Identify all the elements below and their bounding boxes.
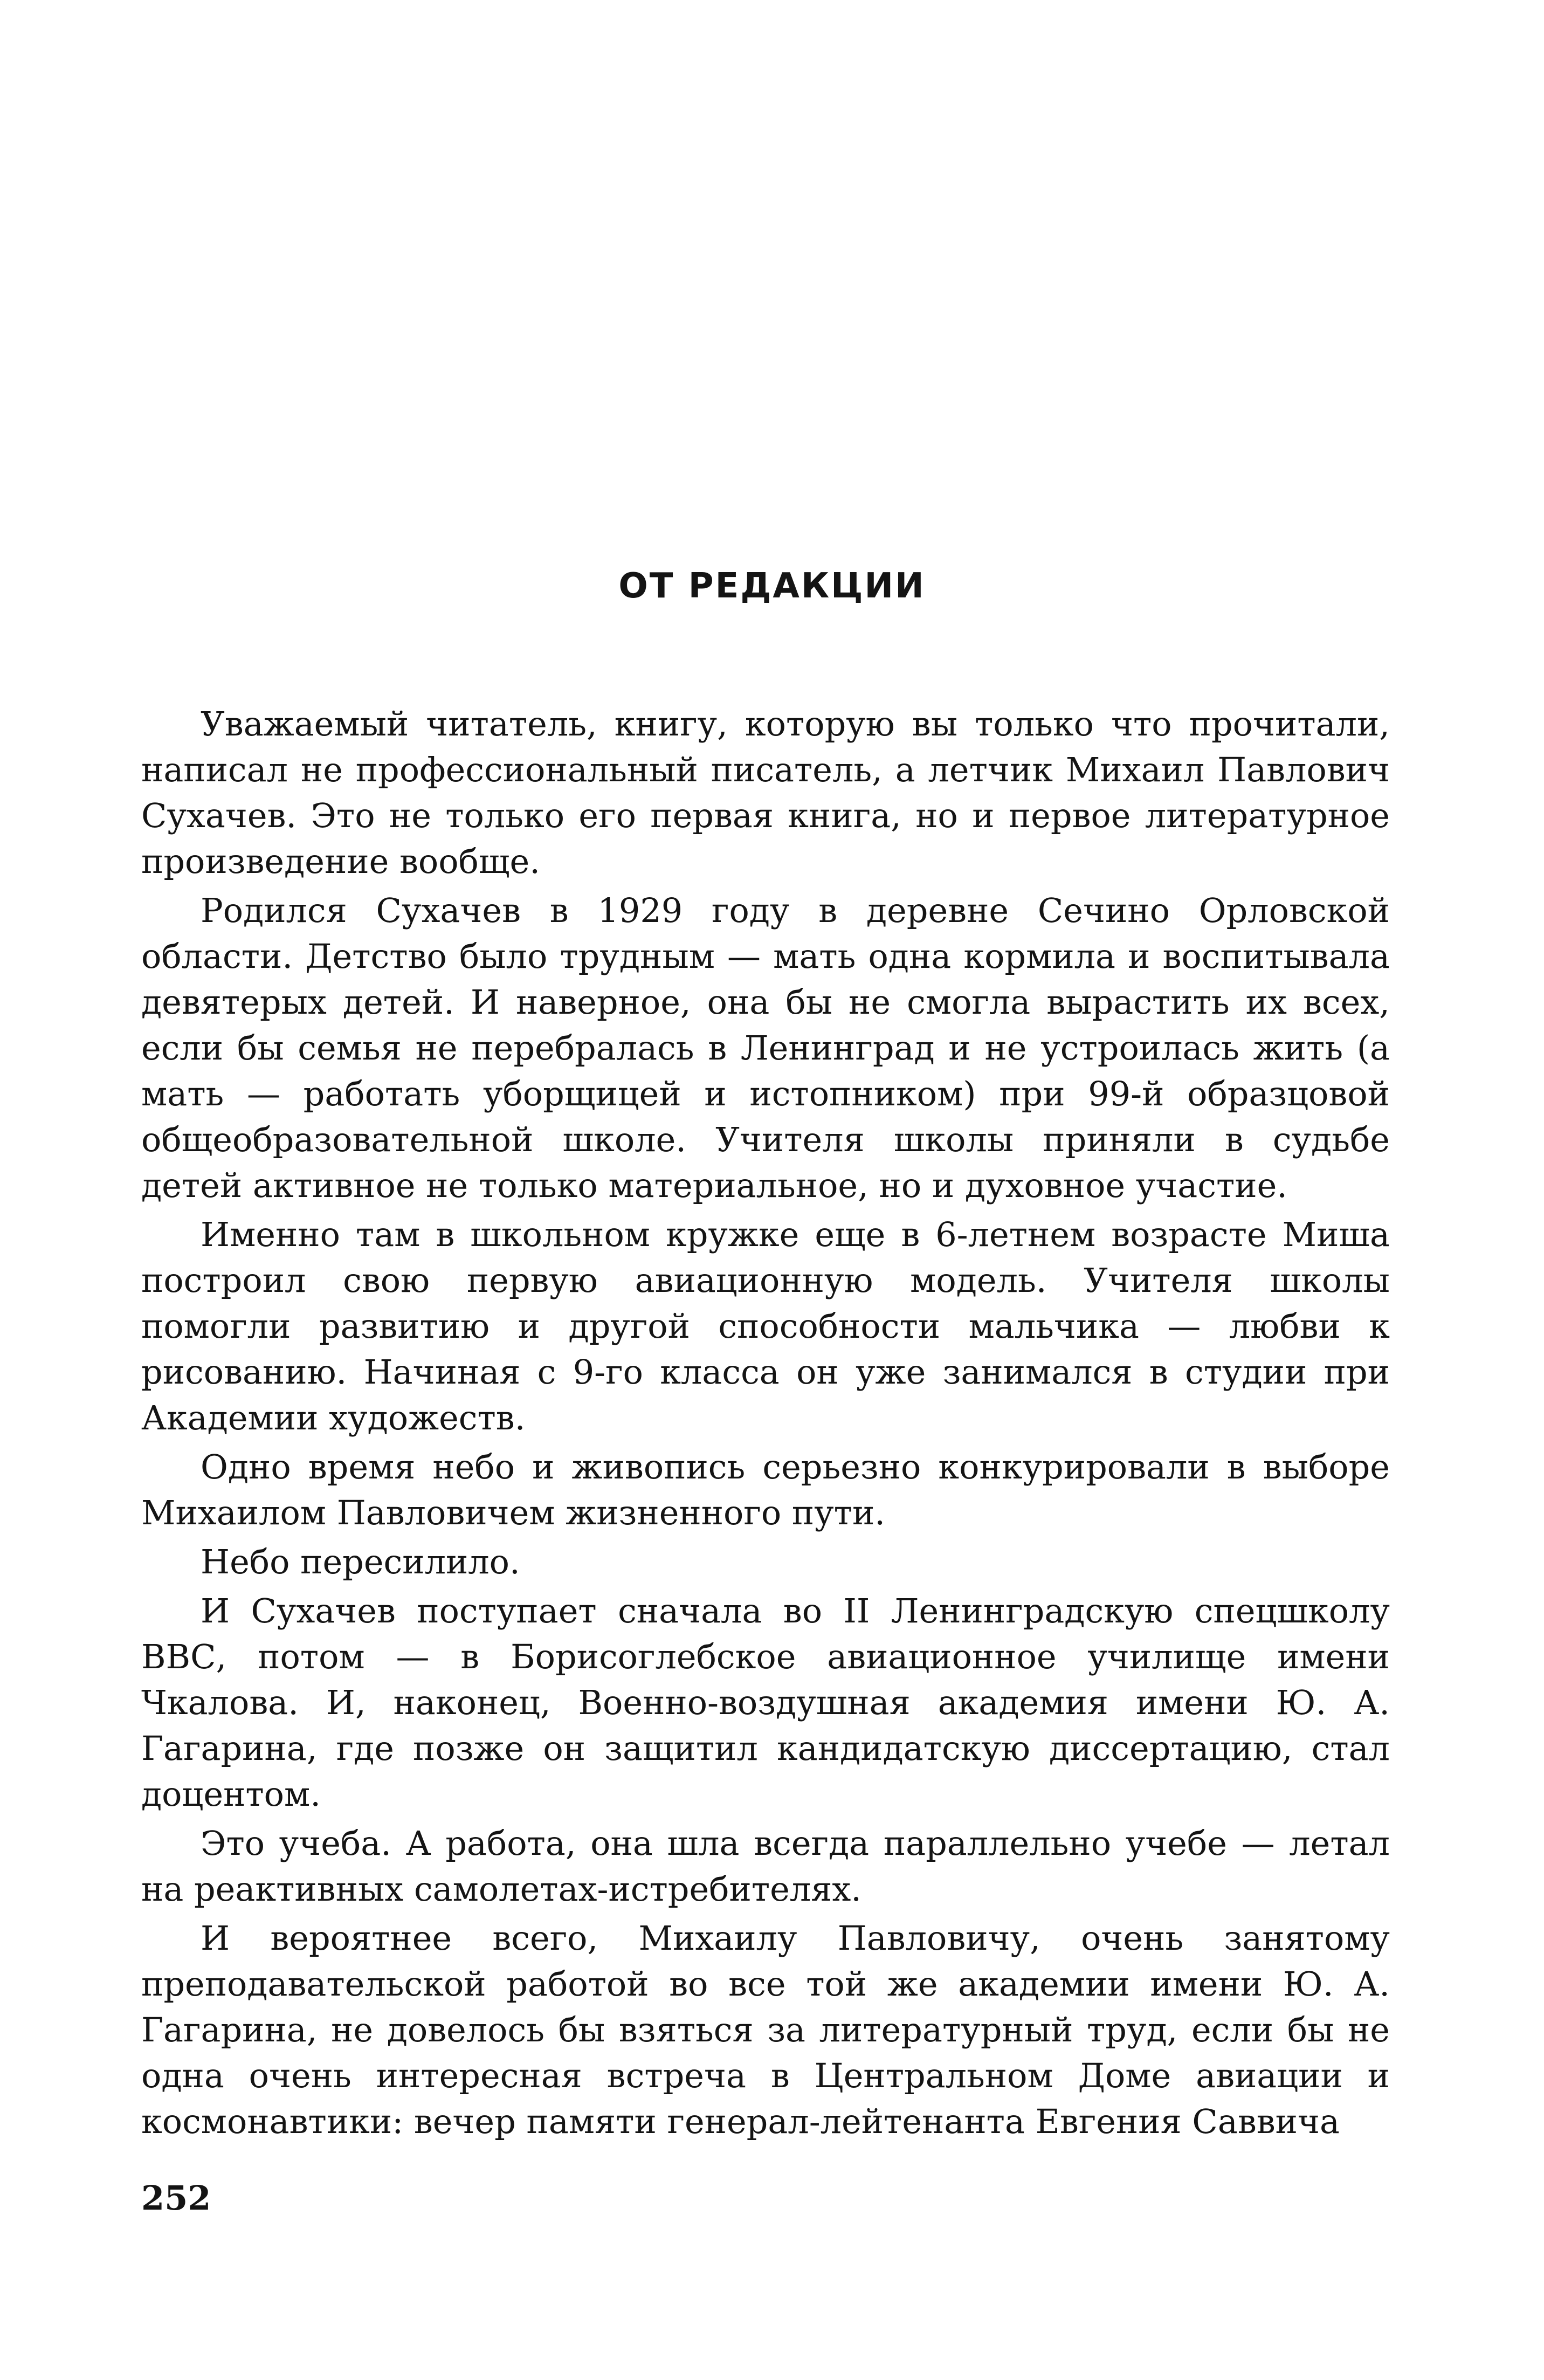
paragraph: Небо пересилило. xyxy=(201,1542,520,1581)
paragraph: Одно время небо и живопись серьезно конкурировали в выборе Михаилом Павловичем жизненного пути. xyxy=(141,1447,1390,1532)
paragraph: Это учеба. А работа, она шла всегда параллельно учебе — летал на реактивных самолетах-истребителях. xyxy=(141,1824,1390,1909)
paragraph: И Сухачев поступает сначала во II Ленинградскую спецшколу ВВС, потом — в Борисоглебское авиационное училище имени Чкалова. И, наконец, Военно-воздушная академия имени Ю. А. Гагарина, где позже он защитил кандидатскую диссертацию, стал доцентом. xyxy=(141,1591,1390,1814)
paragraph: Родился Сухачев в 1929 году в деревне Сечино Орловской области. Детство было трудным — мать одна кормила и воспитывала девятерых детей. И наверное, она бы не смогла вырастить их всех, если бы семья не перебралась в Ленинград и не устроилась жить (а мать — работать уборщицей и истопником) при 99-й образцовой общеобразовательной школе. Учителя школы приняли в судьбе детей активное не только материальное, но и духовное участие. xyxy=(141,891,1390,1205)
section-heading: ОТ РЕДАКЦИИ xyxy=(618,566,926,606)
body-text xyxy=(141,701,1390,2148)
page-number: 252 xyxy=(141,2178,211,2218)
paragraph: Уважаемый читатель, книгу, которую вы только что прочитали, написал не профессиональный писатель, а летчик Михаил Павлович Сухачев. Это не только его первая книга, но и первое литературное произведение вообще. xyxy=(141,704,1390,881)
paragraph: Именно там в школьном кружке еще в 6-летнем возрасте Миша построил свою первую авиационную модель. Учителя школы помогли развитию и другой способности мальчика — любви к рисованию. Начиная с 9-го класса он уже занимался в студии при Академии художеств. xyxy=(141,1215,1390,1437)
paragraph: И вероятнее всего, Михаилу Павловичу, очень занятому преподавательской работой во все той же академии имени Ю. А. Гагарина, не довелось бы взяться за литературный труд, если бы не одна очень интересная встреча в Центральном Доме авиации и космонавтики: вечер памяти генерал-лейтенанта Евгения Саввича xyxy=(141,1918,1390,2141)
